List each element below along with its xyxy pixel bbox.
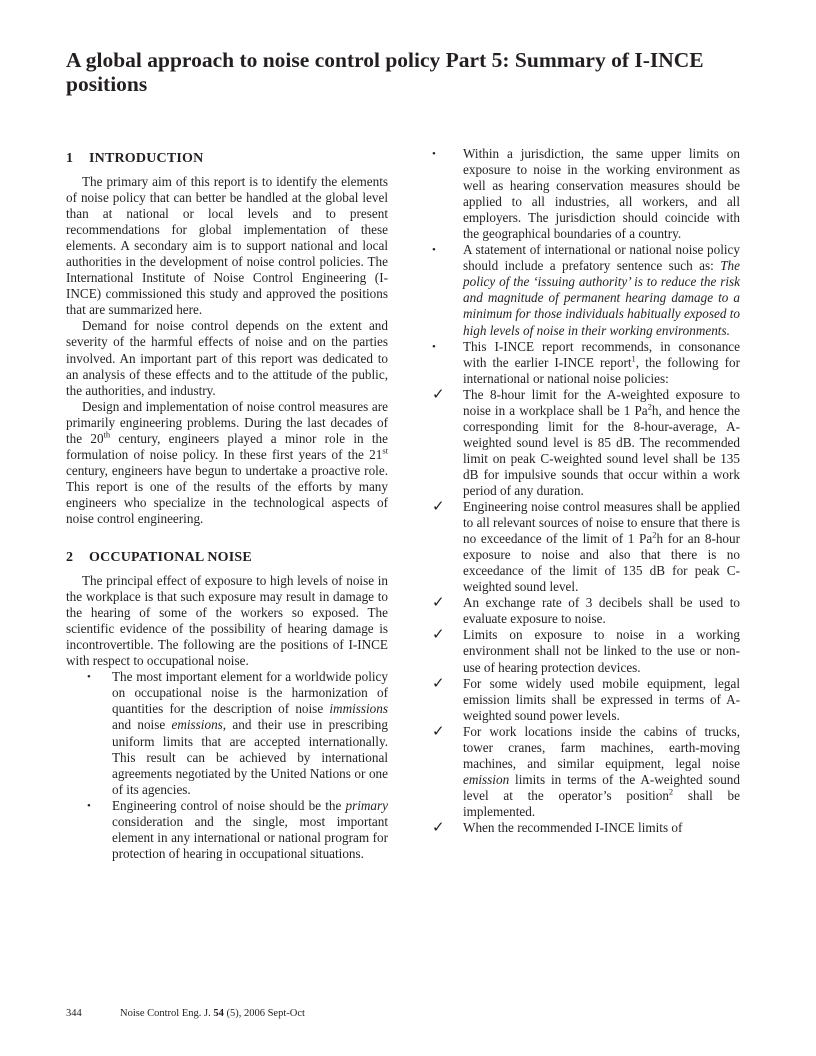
journal-name: Noise Control Eng. J.: [120, 1008, 214, 1019]
section-title: INTRODUCTION: [89, 151, 204, 166]
list-item: • A statement of international or national noise policy should include a prefatory sentence such as: The policy of the ‘issuing authority’ is to reduce the risk and magnitude of permanent hearing damage to a minimum for those individuals habitually exposed to high levels of noise in their working environments.: [432, 242, 740, 338]
checkmark-icon: ✓: [432, 817, 445, 836]
checklist-item: ✓ For work locations inside the cabins of trucks, tower cranes, farm machines, earth-moving machines, and similar equipment, legal noise emission limits in terms of the A-weighted sound level at the operator’s position$^2$ shall be implemented.: [432, 721, 740, 819]
intro-paragraph-2: Demand for noise control depends on the extent and severity of the harmful effects of noise and on the parties involved. An important part of this report was dedicated to an analysis of these effects and to the attitude of the public, the authorities, and industry.: [66, 318, 388, 398]
superscript: th: [103, 429, 111, 440]
checklist-item: ✓ Limits on exposure to noise in a working environment shall not be linked to the use or non-use of hearing protection devices.: [432, 625, 740, 675]
checkmark-icon: ✓: [432, 497, 445, 516]
journal-volume: 54: [213, 1008, 224, 1019]
intro-paragraph-1: The primary aim of this report is to identify the elements of noise policy that can better be handled at the global level than at national or local levels and to present recommendations for global implementation of these elements. A secondary aim is to support national and local authorities in the development of noise control policies. The International Institute of Noise Control Engineering (I-INCE) commissioned this study and approved the positions that are summarized here.: [66, 174, 388, 318]
checkmark-icon: ✓: [432, 721, 445, 740]
bullet-icon: •: [432, 148, 436, 160]
checkmark-icon: ✓: [432, 593, 445, 612]
section-heading-occupational-noise: [66, 549, 388, 567]
checkmark-icon: ✓: [432, 625, 445, 644]
superscript: st: [382, 445, 388, 456]
list-item: • The most important element for a worldwide policy on occupational noise is the harmonization of quantities for the description of noise immissions and noise emissions, and their use in prescribing uniform limits that are accepted internationally. This result can be achieved by international agreements negotiated by the United Nations or one of its agencies.: [87, 669, 388, 797]
superscript: 2: [652, 529, 657, 540]
section-title: OCCUPATIONAL NOISE: [89, 550, 252, 566]
bullet-icon: •: [432, 244, 436, 257]
checkmark-icon: ✓: [432, 384, 445, 403]
checkmark-icon: ✓: [432, 673, 445, 692]
superscript: 2: [647, 401, 652, 412]
bullet-icon: •: [87, 671, 91, 684]
article-title: A global approach to noise control policy Part 5: Summary of I-INCE positions: [66, 48, 704, 96]
occupational-paragraph-1: The principal effect of exposure to high levels of noise in the workplace is that such exposure may result in damage to the hearing of some of the workers so exposed. The scientific evidence of the possibility of hearing damage is incontrovertible. The following are the positions of I-INCE with respect to occupational noise.: [66, 573, 388, 669]
journal-issue-date: (5), 2006 Sept-Oct: [223, 1008, 305, 1019]
recommendation-checklist: [430, 384, 741, 836]
section-heading-introduction: [66, 150, 388, 168]
list-item: • This I-INCE report recommends, in consonance with the earlier I-INCE report$^1$, the following for international or national noise policies:: [432, 338, 740, 386]
checklist-item: ✓ Engineering noise control measures shall be applied to all relevant sources of noise to ensure that there is no exceedance of the limit of 1 Pa$^2$h for an 8-hour exposure to noise and also that there is no exceedance of the limit of 135 dB for peak C-weighted sound level.: [432, 497, 741, 595]
page-footer: [66, 1007, 305, 1020]
superscript: 2: [668, 786, 674, 797]
checklist-item: ✓ When the recommended I-INCE limits of: [432, 817, 683, 836]
checklist-item: ✓ An exchange rate of 3 decibels shall be used to evaluate exposure to noise.: [432, 593, 740, 627]
page-number: 344: [66, 1008, 82, 1019]
intro-paragraph-3: Design and implementation of noise control measures are primarily engineering problems. During the last decades of the 20th century, engineers played a minor role in the formulation of noise policy. In these first years of the 21st century, engineers have begun to undertake a proactive role. This report is one of the results of the efforts by many engineers who specialize in the technological aspects of noise control engineering.: [66, 398, 388, 526]
list-item: • Engineering control of noise should be the primary consideration and the single, most important element in any international or national program for protection of hearing in occupational situations.: [87, 797, 388, 861]
section-number: 2: [66, 550, 74, 566]
checklist-item: ✓ For some widely used mobile equipment, legal emission limits shall be expressed in terms of A-weighted sound power levels.: [432, 673, 740, 723]
left-column: [66, 146, 388, 862]
section-number: 1: [66, 151, 74, 166]
checklist-item: ✓ The 8-hour limit for the A-weighted exposure to noise in a workplace shall be 1 Pa$^2$h, and hence the corresponding limit for the 8-hour-average, A-weighted sound level is 85 dB. The recommended limit on peak C-weighted sound level shall be 135 dB for impulsive sounds that occur within a work period of any duration.: [432, 384, 740, 498]
bullet-icon: •: [87, 799, 91, 812]
position-list-right: [430, 146, 740, 387]
bullet-icon: •: [432, 340, 436, 353]
superscript: 1: [631, 353, 636, 364]
right-column: [430, 146, 740, 836]
list-item: • Within a jurisdiction, the same upper limits on exposure to noise in the working environment as well as hearing conservation measures should be applied to all industries, all workers, and all employers. The jurisdiction should coincide with the geographical boundaries of a country.: [432, 146, 740, 242]
position-list-left: [66, 669, 388, 862]
